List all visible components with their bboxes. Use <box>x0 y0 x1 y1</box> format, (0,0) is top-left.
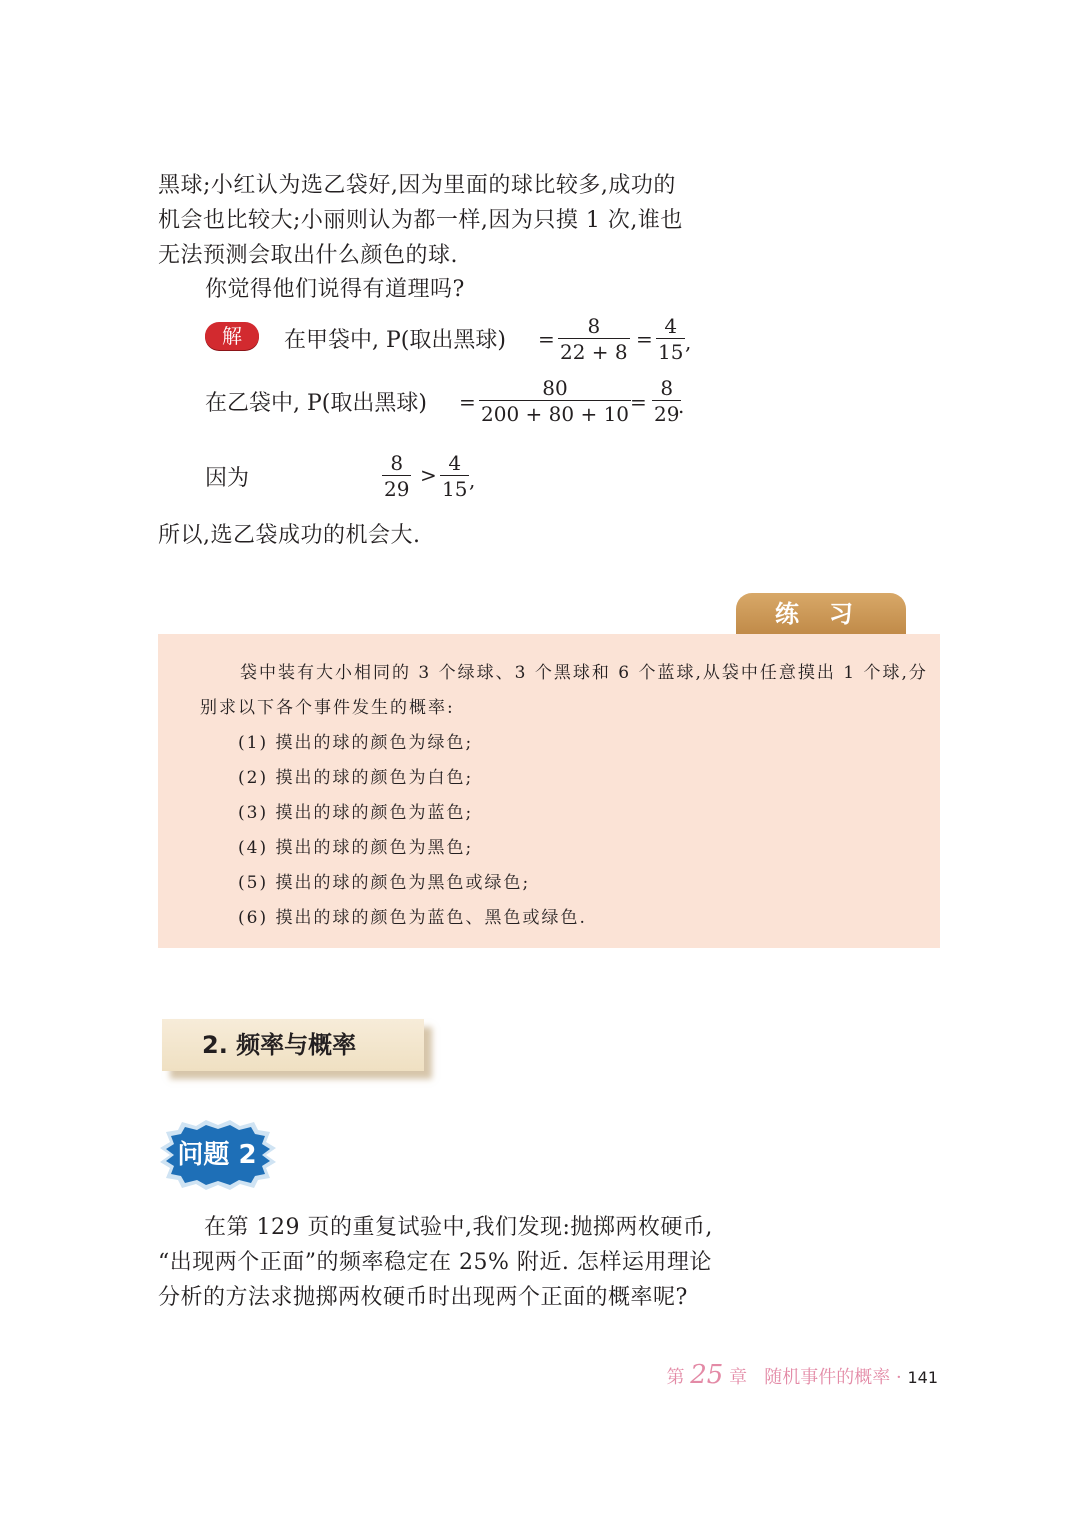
fraction-numerator: 80 <box>542 376 568 400</box>
problem-line: 在第 129 页的重复试验中,我们发现:抛掷两枚硬币, <box>204 1215 713 1240</box>
solution-badge: 解 <box>205 322 259 350</box>
page-number: 141 <box>907 1368 938 1387</box>
fraction-4-over-15 <box>440 451 469 501</box>
punctuation: , <box>685 330 692 354</box>
fraction-denominator: 15 <box>658 340 684 364</box>
fraction-8-over-22-plus-8 <box>558 314 630 364</box>
equals-sign: = <box>636 327 653 351</box>
equals-sign: = <box>538 327 555 351</box>
greater-than-sign: > <box>420 463 437 487</box>
chapter-number: 25 <box>690 1360 724 1390</box>
equals-sign: = <box>630 390 647 414</box>
exercise-item: (6) 摸出的球的颜色为蓝色、黑色或绿色. <box>238 908 587 928</box>
question-text: 你觉得他们说得有道理吗? <box>205 277 465 302</box>
fraction-numerator: 8 <box>660 376 674 400</box>
exercise-item: (2) 摸出的球的颜色为白色; <box>238 768 474 788</box>
fraction-denominator: 29 <box>384 477 410 501</box>
fraction-denominator: 15 <box>442 477 468 501</box>
fraction-numerator: 4 <box>664 314 678 338</box>
problem-badge <box>156 1120 278 1190</box>
fraction-denominator: 200 + 80 + 10 <box>481 402 630 426</box>
page-footer <box>667 1360 938 1390</box>
fraction-numerator: 8 <box>587 314 601 338</box>
exercise-item: (4) 摸出的球的颜色为黑色; <box>238 838 474 858</box>
section-heading: 2. 频率与概率 <box>162 1019 424 1071</box>
equals-sign: = <box>459 390 476 414</box>
solution-conclusion: 所以,选乙袋成功的机会大. <box>158 523 421 548</box>
exercise-item: (1) 摸出的球的颜色为绿色; <box>238 733 474 753</box>
solution-line3-label: 因为 <box>205 466 250 491</box>
problem-line: “出现两个正面”的频率稳定在 25% 附近. 怎样运用理论 <box>158 1250 712 1275</box>
fraction-8-over-29 <box>382 451 411 501</box>
fraction-denominator: 29 <box>654 402 680 426</box>
fraction-4-over-15 <box>656 314 685 364</box>
intro-line: 无法预测会取出什么颜色的球. <box>158 243 458 268</box>
fraction-80-over-sum <box>479 376 631 426</box>
exercise-item: (5) 摸出的球的颜色为黑色或绿色; <box>238 873 531 893</box>
chapter-suffix: 章 <box>729 1367 748 1388</box>
solution-line2-label: 在乙袋中, P(取出黑球) <box>205 391 427 416</box>
intro-line: 机会也比较大;小丽则认为都一样,因为只摸 1 次,谁也 <box>158 208 683 233</box>
problem-paragraph <box>158 1210 758 1315</box>
exercise-prompt: 别求以下各个事件发生的概率: <box>200 698 455 718</box>
exercise-item: (3) 摸出的球的颜色为蓝色; <box>238 803 474 823</box>
fraction-denominator: 22 + 8 <box>560 340 628 364</box>
chapter-prefix: 第 <box>666 1367 685 1388</box>
solution-line1-label: 在甲袋中, P(取出黑球) <box>284 328 506 353</box>
exercise-tab: 练习 <box>736 593 906 635</box>
chapter-title: 随机事件的概率 <box>764 1367 891 1388</box>
fraction-numerator: 8 <box>390 451 404 475</box>
problem-line: 分析的方法求抛掷两枚硬币时出现两个正面的概率呢? <box>158 1285 688 1310</box>
punctuation: . <box>678 394 685 418</box>
footer-dot: · <box>895 1367 902 1388</box>
intro-line: 黑球;小红认为选乙袋好,因为里面的球比较多,成功的 <box>158 173 676 198</box>
intro-paragraph <box>158 168 758 273</box>
exercise-prompt: 袋中装有大小相同的 3 个绿球、3 个黑球和 6 个蓝球,从袋中任意摸出 1 个球,分 <box>240 663 928 683</box>
problem-badge-label: 问题 2 <box>177 1140 257 1170</box>
punctuation: , <box>469 468 476 492</box>
exercise-box <box>158 634 940 948</box>
fraction-numerator: 4 <box>448 451 462 475</box>
